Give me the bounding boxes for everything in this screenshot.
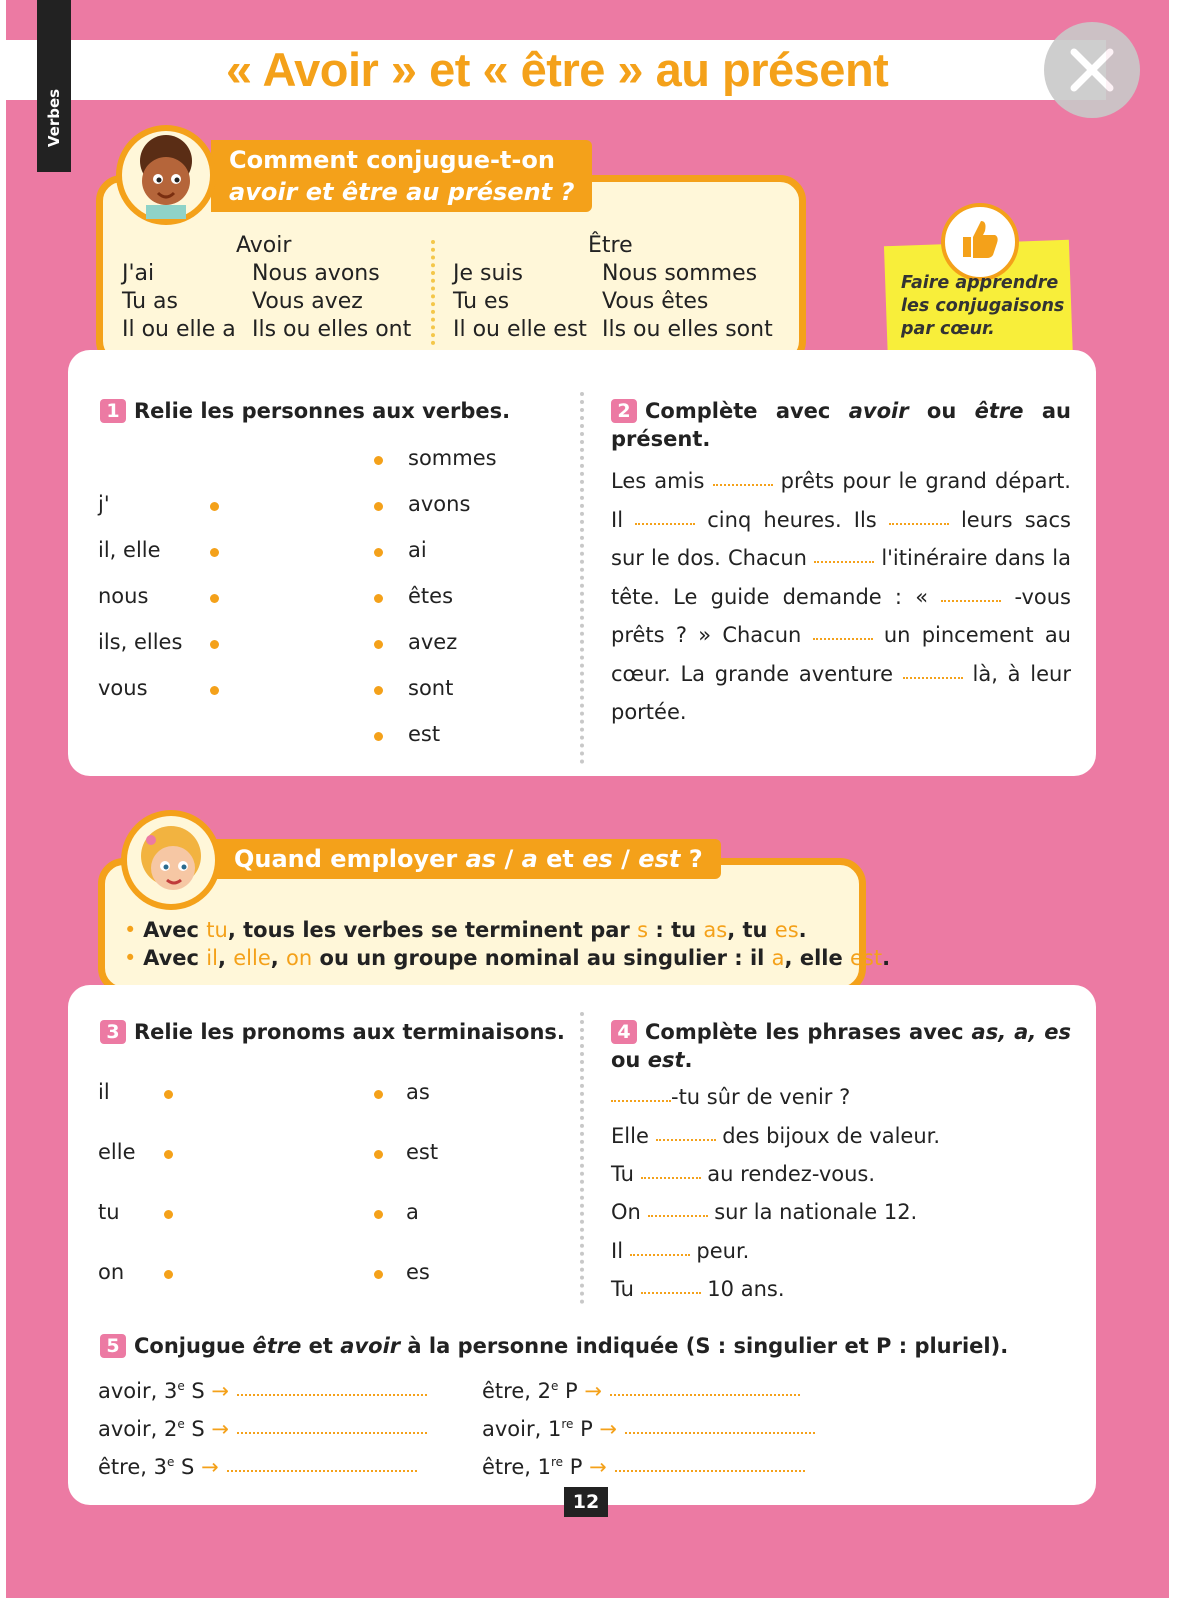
answer-blank[interactable] — [615, 1469, 805, 1472]
answer-blank[interactable] — [227, 1469, 417, 1472]
ex4-sentence: Il peur. — [611, 1239, 750, 1263]
ex4-sentence: Tu 10 ans. — [611, 1277, 785, 1301]
ex1-person-dot[interactable] — [210, 502, 219, 511]
ex4-sentence: Tu au rendez-vous. — [611, 1162, 876, 1186]
ex3-pronoun: il — [98, 1080, 110, 1104]
answer-blank[interactable] — [713, 483, 773, 486]
ex1-person-dot[interactable] — [210, 640, 219, 649]
ex1-verb: sont — [408, 676, 454, 700]
answer-blank[interactable] — [611, 1099, 671, 1102]
avoir-header: Avoir — [236, 233, 292, 258]
ex3-pronoun: tu — [98, 1200, 120, 1224]
lesson-heading-line2: avoir et être au présent ? — [229, 178, 575, 206]
answer-blank[interactable] — [641, 1291, 701, 1294]
rule-1: • Avec tu, tous les verbes se terminent par s : tu as, tu es. — [124, 918, 807, 942]
boy-avatar — [116, 125, 216, 225]
girl-avatar — [121, 810, 221, 910]
ex3-pronoun: elle — [98, 1140, 136, 1164]
etre-header: Être — [588, 233, 633, 258]
tip-text: Faire apprendre les conjugaisons par cœur. — [901, 273, 1065, 339]
ex1-verb: êtes — [408, 584, 454, 608]
ex1-person-dot[interactable] — [210, 594, 219, 603]
close-icon — [1066, 44, 1118, 96]
arrow-icon: → — [599, 1417, 618, 1441]
answer-blank[interactable] — [903, 676, 963, 679]
ex1-verb-dot[interactable] — [374, 456, 383, 465]
ex3-ending: est — [406, 1140, 439, 1164]
ex1-verb: avez — [408, 630, 458, 654]
ex1-verb-dot[interactable] — [374, 548, 383, 557]
answer-blank[interactable] — [656, 1138, 716, 1141]
arrow-icon: → — [589, 1455, 607, 1479]
answer-blank[interactable] — [889, 522, 949, 525]
answer-blank[interactable] — [635, 522, 695, 525]
ex1-person-dot[interactable] — [210, 686, 219, 695]
ex4-sentence: On sur la nationale 12. — [611, 1200, 918, 1224]
exercise-divider — [580, 392, 584, 764]
ex1-verb: ai — [408, 538, 427, 562]
ex3-pronoun-dot[interactable] — [164, 1090, 173, 1099]
rules-text — [124, 916, 890, 972]
ex1-person: ils, elles — [98, 630, 183, 654]
ex3-ending: es — [406, 1260, 430, 1284]
ex3-pronoun: on — [98, 1260, 125, 1284]
answer-blank[interactable] — [237, 1431, 427, 1434]
ex4-sentence: Elle des bijoux de valeur. — [611, 1124, 941, 1148]
rule-2: • Avec il, elle, on ou un groupe nominal au singulier : il a, elle est. — [124, 946, 891, 970]
page-number: 12 — [564, 1487, 608, 1517]
ex1-person-dot[interactable] — [210, 548, 219, 557]
arrow-icon: → — [211, 1417, 230, 1441]
avoir-singular: J'ai Tu as Il ou elle a — [122, 261, 236, 342]
arrow-icon: → — [211, 1379, 230, 1403]
sidebar-label: Verbes — [45, 88, 63, 148]
exercise-3-title: 3 Relie les pronoms aux terminaisons. — [100, 1018, 565, 1046]
exercise-2-text: Les amis prêts pour le grand départ. Il cinq heures. Ils leurs sacs sur le dos. Chacun l'itinéraire dans la tête. Le guide demande : « -vous prêts ? » Chacun un pincement au cœur. La grande aventure là, à leur portée. — [611, 469, 1071, 724]
ex5-item: avoir, 2e S → — [98, 1412, 427, 1441]
exercise-2-title: 2 Complète avec avoir ou être au présent. — [611, 399, 1071, 451]
ex1-verb: est — [408, 722, 441, 746]
avoir-plural: Nous avons Vous avez Ils ou elles ont — [252, 261, 412, 342]
boy-face-icon — [122, 131, 210, 219]
ex3-pronoun-dot[interactable] — [164, 1270, 173, 1279]
arrow-icon: → — [201, 1455, 219, 1479]
answer-blank[interactable] — [610, 1393, 800, 1396]
ex3-pronoun-dot[interactable] — [164, 1210, 173, 1219]
answer-blank[interactable] — [625, 1431, 815, 1434]
lesson-heading-line1: Comment conjugue-t-on — [229, 146, 555, 174]
sidebar-tab — [37, 0, 71, 172]
conjugation-divider — [431, 240, 435, 345]
ex5-item: avoir, 1re P → — [482, 1412, 815, 1441]
ex1-person: vous — [98, 676, 148, 700]
thumbs-up-icon — [957, 217, 999, 261]
ex3-ending-dot[interactable] — [374, 1150, 383, 1159]
ex4-sentence: -tu sûr de venir ? — [611, 1085, 850, 1109]
etre-singular: Je suis Tu es Il ou elle est — [453, 261, 587, 342]
workbook-page — [6, 0, 1169, 1598]
ex1-verb: avons — [408, 492, 471, 516]
ex5-item: avoir, 3e S → — [98, 1374, 427, 1403]
lesson-heading-as-a-es-est: Quand employer as / a et es / est ? — [216, 839, 721, 879]
ex1-verb-dot[interactable] — [374, 686, 383, 695]
exercise-1-title: 1 Relie les personnes aux verbes. — [100, 397, 510, 425]
ex5-item: être, 1re P → — [482, 1450, 805, 1479]
ex1-person: j' — [98, 492, 110, 516]
ex1-verb-dot[interactable] — [374, 594, 383, 603]
close-button[interactable] — [1044, 22, 1140, 118]
answer-blank[interactable] — [237, 1393, 427, 1396]
arrow-icon: → — [584, 1379, 602, 1403]
exercise-5-title: 5 Conjugue être et avoir à la personne indiquée (S : singulier et P : pluriel). — [100, 1332, 1008, 1360]
answer-blank[interactable] — [941, 599, 1001, 602]
thumbs-up-badge — [941, 203, 1019, 281]
answer-blank[interactable] — [813, 637, 873, 640]
etre-plural: Nous sommes Vous êtes Ils ou elles sont — [602, 261, 773, 342]
ex3-ending: a — [406, 1200, 419, 1224]
ex1-verb-dot[interactable] — [374, 732, 383, 741]
page-title: « Avoir » et « être » au présent — [226, 43, 889, 96]
ex5-item: être, 3e S → — [98, 1450, 417, 1479]
ex1-verb: sommes — [408, 446, 497, 470]
lesson-heading-conjugation — [211, 140, 592, 212]
exercise-divider — [580, 1012, 584, 1304]
answer-blank[interactable] — [814, 560, 874, 563]
girl-face-icon — [127, 816, 215, 904]
answer-blank[interactable] — [630, 1253, 690, 1256]
ex3-pronoun-dot[interactable] — [164, 1150, 173, 1159]
ex1-verb-dot[interactable] — [374, 502, 383, 511]
ex3-ending: as — [406, 1080, 430, 1104]
ex5-item: être, 2e P → — [482, 1374, 800, 1403]
ex1-person: il, elle — [98, 538, 161, 562]
ex3-ending-dot[interactable] — [374, 1210, 383, 1219]
answer-blank[interactable] — [648, 1214, 708, 1217]
ex3-ending-dot[interactable] — [374, 1270, 383, 1279]
answer-blank[interactable] — [641, 1176, 701, 1179]
ex1-person: nous — [98, 584, 149, 608]
ex3-ending-dot[interactable] — [374, 1090, 383, 1099]
ex1-verb-dot[interactable] — [374, 640, 383, 649]
exercise-4-title: 4 Complète les phrases avec as, a, es ou est. — [611, 1020, 1071, 1072]
